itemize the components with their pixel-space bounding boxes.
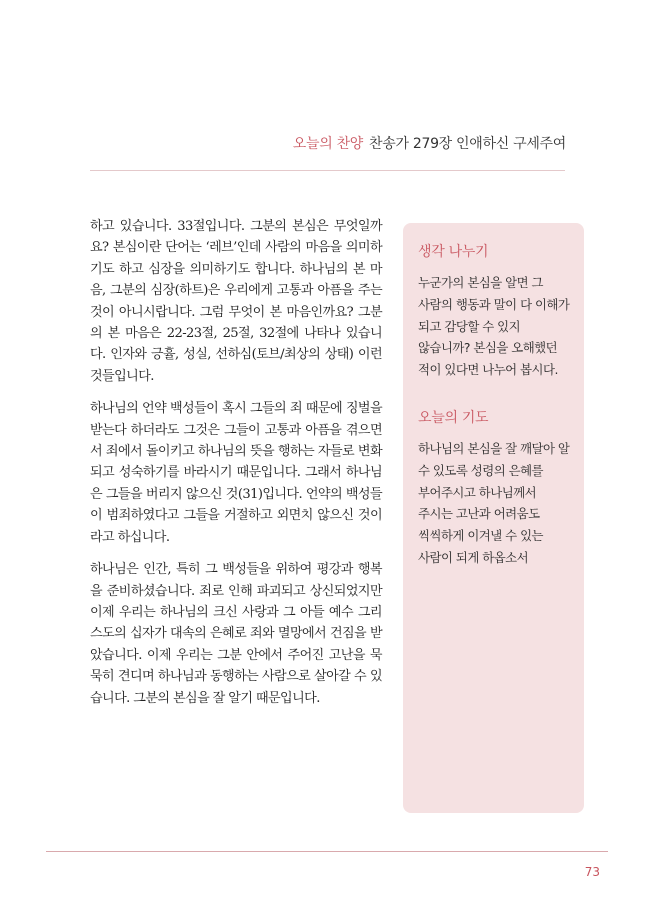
main-text [90, 216, 382, 720]
prayer-heading: 오늘의 기도 [418, 409, 489, 426]
paragraph: 하나님은 인간, 특히 그 백성들을 위하여 평강과 행복을 준비하셨습니다. 죄로 인해 파괴되고 상신되었지만 이제 우리는 하나님의 크신 사랑과 그 아들 예수 그리스도의 십자가 대속의 은혜로 죄와 멸망에서 건짐을 받았습니다. 이제 우리는 그분 안에서 주어진 고난을 묵묵히 견디며 하나님과 동행하는 사람으로 살아갈 수 있습니다. 그분의 본심을 잘 알기 때문입니다. [90, 562, 382, 706]
sidebar-box [403, 223, 584, 813]
page-number: 73 [584, 865, 600, 879]
paragraph: 하고 있습니다. 33절입니다. 그분의 본심은 무엇일까요? 본심이란 단어는 ‘레브’인데 사람의 마음을 의미하기도 하고 심장을 의미하기도 합니다. 하나님의 본 마음, 그분의 심장(하트)은 우리에게 고통과 아픔을 주는 것이 아니시랍니다. 그럼 무엇이 본 마음인까요? 그분의 본 마음은 22-23절, 25절, 32절에 나타나 있습니다. 인자와 긍휼, 성실, 선하심(토브/최상의 상태) 이런 것들입니다. [90, 219, 382, 384]
page-header [293, 133, 566, 153]
section-label: 오늘의 찬양 [292, 136, 364, 152]
header-divider [90, 170, 565, 171]
hymn-title: 찬송가 279장 인애하신 구세주여 [369, 136, 566, 152]
prayer-text: 하나님의 본심을 잘 깨달아 알 수 있도록 성령의 은혜를 부어주시고 하나님께서 주시는 고난과 어려움도 씩씩하게 이겨낼 수 있는 사람이 되게 하옵소서 [418, 440, 570, 565]
paragraph: 하나님의 언약 백성들이 혹시 그들의 죄 때문에 징벌을 받는다 하더라도 그것은 그들이 고통과 아픔을 겪으면서 죄에서 돌이키고 하나님의 뜻을 행하는 자들로 변화되고 성숙하기를 바라시기 때문입니다. 그래서 하나님은 그들을 버리지 않으신 것(31)입니다. 언약의 백성들이 범죄하였다고 그들을 거절하고 외면치 않으신 것이라고 하십니다. [90, 401, 382, 545]
reflection-heading: 생각 나누기 [418, 244, 489, 260]
reflection-text: 누군가의 본심을 알면 그 사람의 행동과 말이 다 이해가 되고 감당할 수 있지 않습니까? 본심을 오해했던 적이 있다면 나누어 봅시다. [418, 275, 570, 378]
footer-divider [46, 851, 608, 852]
